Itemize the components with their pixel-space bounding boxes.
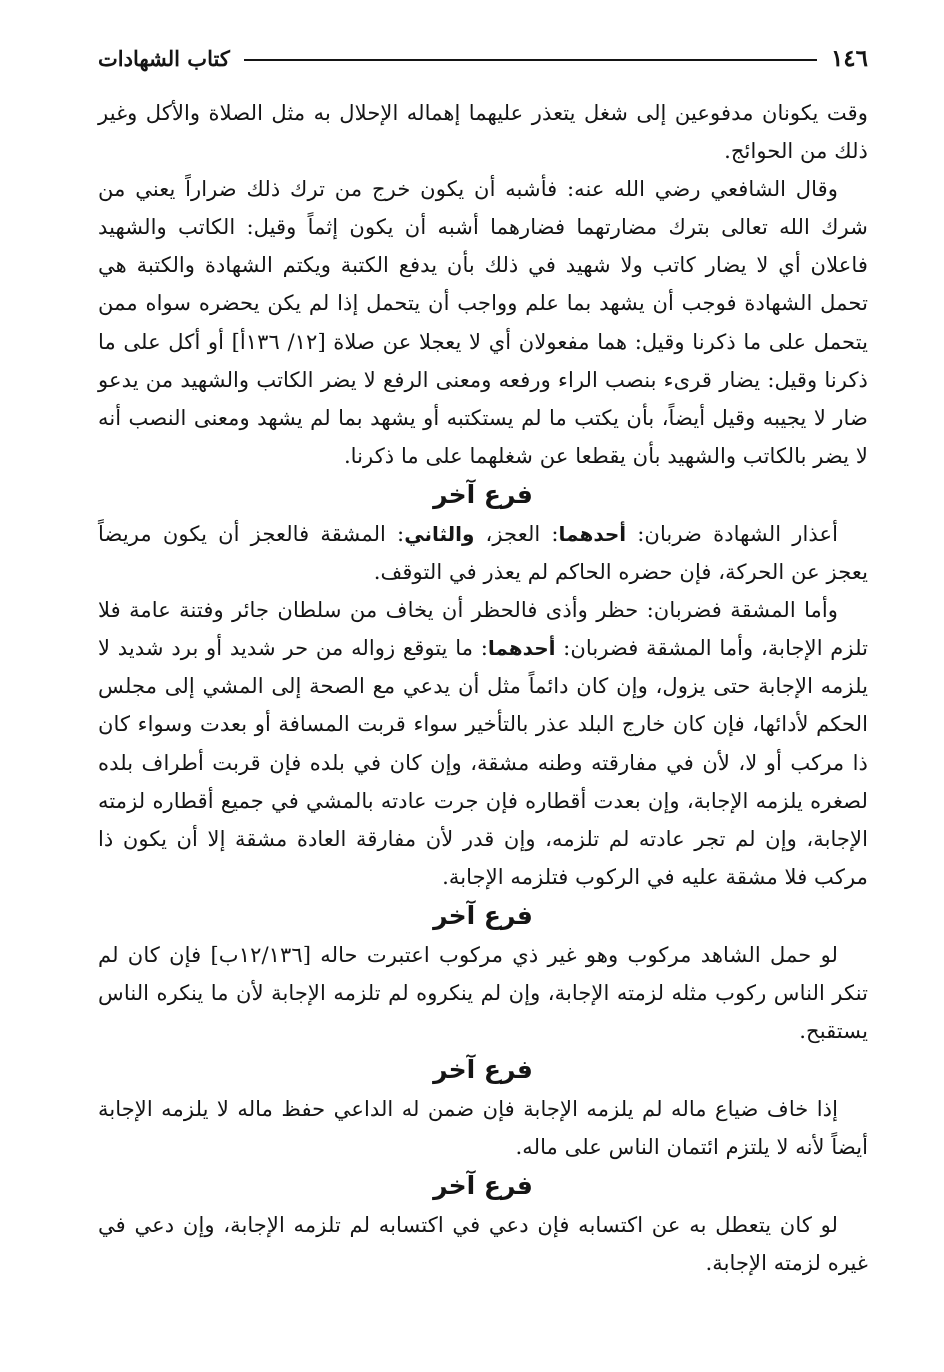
- paragraph-6: إذا خاف ضياع ماله لم يلزمه الإجابة فإن ضمن له الداعي حفظ ماله لا يلزمه الإجابة أيضاً لأنه لا يلتزم ائتمان الناس على ماله.: [98, 1096, 868, 1160]
- page-number: ١٤٦: [830, 44, 868, 72]
- paragraph-7: لو كان يتعطل به عن اكتسابه فإن دعي في اكتسابه لم تلزمه الإجابة، وإن دعي في غيره لزمته الإجابة.: [98, 1212, 868, 1276]
- section-heading-4: فرع آخر: [433, 1171, 533, 1201]
- page-body: [98, 94, 868, 1283]
- paragraph-3-bold-first: أحدهما: [558, 521, 627, 546]
- paragraph-4-bold-first: أحدهما: [487, 636, 556, 661]
- section-heading-1: فرع آخر: [433, 479, 533, 509]
- paragraph-4-text-2: : ما يتوقع زواله من حر شديد أو برد شديد لا يلزمه الإجابة حتى يزول، وإن كان دائماً مثل أن يدعي مع الصحة إلى المشي إلى مجلس الحكم لأدائها، فإن كان خارج البلد عذر بالتأخير سواء قربت المسافة أو بعدت وسواء كان ذا مركب أو لا، لأن في مفارقته وطنه مشقة، وإن كان في بلده فإن قربت أطراف بلده لصغره يلزمه الإجابة، وإن بعدت أقطاره فإن جرت عادته بالمشي في جميع أقطاره لزمته الإجابة، وإن لم تجر عادته لم تلزمه، وإن قدر لأن مفارقة العادة مشقة إلا أن يكون ذا مركب فلا مشقة عليه في الركوب فتلزمه الإجابة.: [98, 635, 868, 889]
- book-title: كتاب الشهادات: [98, 45, 230, 71]
- paragraph-3-bold-second: والثاني: [404, 521, 475, 546]
- paragraph-1: وقت يكونان مدفوعين إلى شغل يتعذر عليهما إهماله الإحلال به مثل الصلاة والأكل وغير ذلك من الحوائج.: [98, 100, 868, 164]
- paragraph-3-text-2: : العجز،: [474, 520, 559, 546]
- page-header: [98, 38, 868, 78]
- header-rule: [244, 59, 817, 61]
- paragraph-4-text-1: وأما المشقة فضربان: حظر وأذى فالحظر أن يخاف من سلطان جائر وفتنة عامة فلا تلزم الإجابة، وأما المشقة فضربان:: [98, 597, 869, 661]
- book-page: [98, 38, 868, 1283]
- paragraph-3-text-1: أعذار الشهادة ضربان:: [626, 520, 838, 546]
- paragraph-3-text-3: : المشقة فالعجز أن يكون مريضاً يعجز عن الحركة، فإن حضره الحاكم لم يعذر في التوقف.: [98, 520, 868, 585]
- paragraph-3: [98, 515, 868, 591]
- paragraph-5: لو حمل الشاهد مركوب وهو غير ذي مركوب اعتبرت حاله [١٢/١٣٦ب] فإن كان لم تنكر الناس ركوب مثله لزمته الإجابة، وإن لم ينكروه لم تلزمه الإجابة لأن ما ينكره الناس يستقبح.: [98, 941, 868, 1044]
- paragraph-2: وقال الشافعي رضي الله عنه: فأشبه أن يكون خرج من ترك ذلك ضراراً يعني من شرك الله تعالى بترك مضارتهما فضارهما أشبه أن يكون إثماً وقيل: الكاتب والشهيد فاعلان أي لا يضار كاتب ولا شهيد في ذلك بأن يدفع الكتبة ويكتم الشهادة والكتبة هي تحمل الشهادة فوجب أن يشهد بما علم وواجب أن يتحمل إذا لم يكن يحضره سواه ممن يتحمل على ما ذكرنا وقيل: هما مفعولان أي لا يعجلا عن صلاة [١٢/ ١٣٦أ] أو أكل على ما ذكرنا وقيل: يضار قرىء بنصب الراء ورفعه ومعنى الرفع لا يضر الكاتب والشهيد من يدعو ضار لا يجيبه وقيل أيضاً، بأن يكتب ما لم يستكتبه أو يشهد بما لم يشهد ومعنى النصب أنه لا يضر بالكاتب والشهيد بأن يقطعا عن شغلهما على ما ذكرنا.: [98, 176, 868, 468]
- section-heading-3: فرع آخر: [433, 1055, 533, 1085]
- section-heading-2: فرع آخر: [433, 900, 533, 930]
- paragraph-4: [98, 591, 868, 896]
